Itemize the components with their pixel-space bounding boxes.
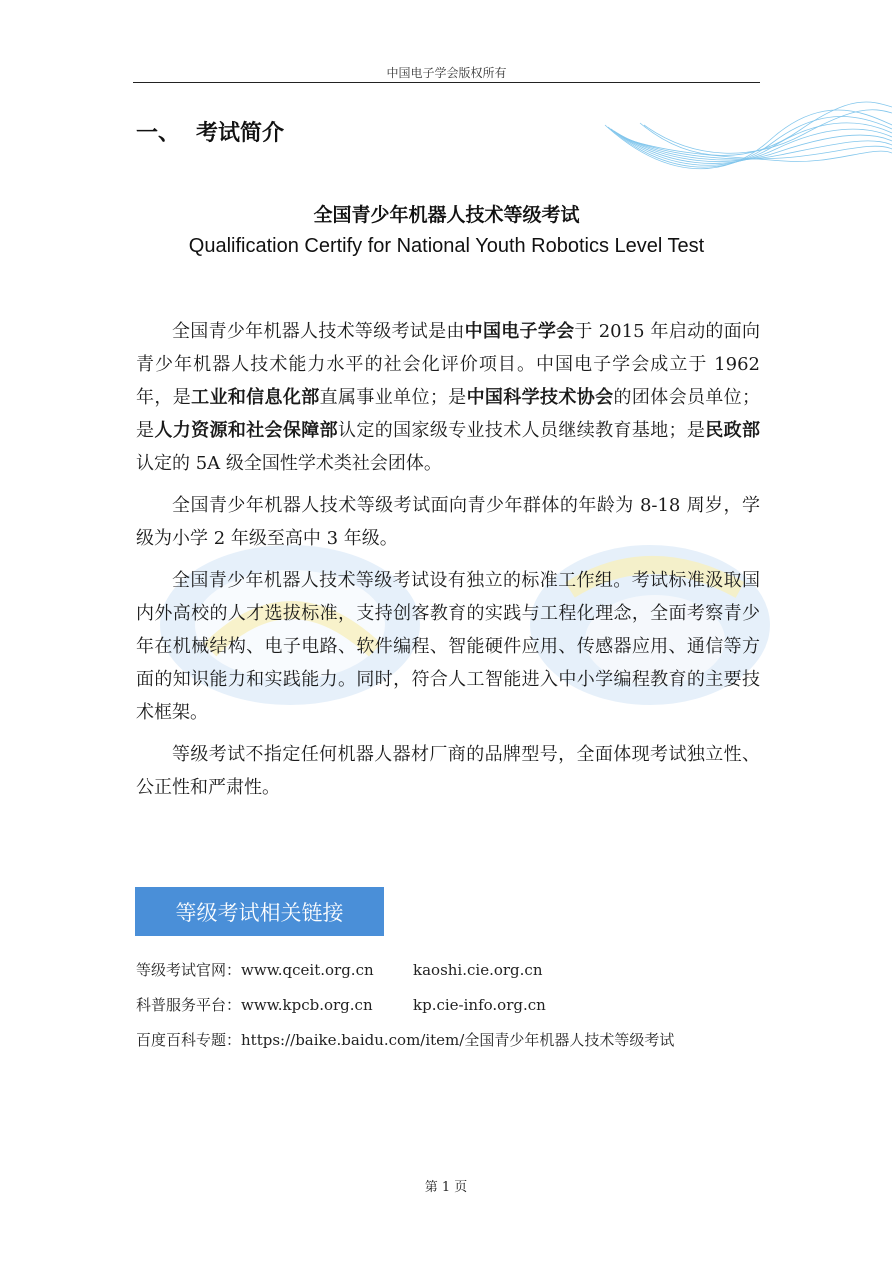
document-title-english: Qualification Certify for National Youth Robotics Level Test [188, 235, 705, 257]
link-row-baidu-baike [136, 1028, 796, 1063]
text-run: 认定的国家级专业技术人员继续教育基地；是 [338, 420, 706, 441]
text-run: 于 2015 年启动的面向青少年机器人技术能力水平的社会化评价项目。中国电子学会成立于 1962 年，是 [136, 321, 761, 408]
bold-org-name: 中国电子学会 [464, 321, 575, 342]
official-site-link[interactable]: www.qceit.org.cn [241, 961, 374, 979]
link-label: 百度百科专题： [136, 1031, 242, 1049]
science-platform-link[interactable]: www.kpcb.org.cn [241, 996, 373, 1014]
links-list [136, 958, 796, 1063]
paragraph-independence: 等级考试不指定任何机器人器材厂商的品牌型号，全面体现考试独立性、公正性和严肃性。 [136, 744, 760, 798]
page-header: 中国电子学会版权所有 [386, 66, 507, 80]
paragraph-age-range: 全国青少年机器人技术等级考试面向青少年群体的年龄为 8-18 周岁，学级为小学 2 年级至高中 3 年级。 [136, 495, 760, 549]
bold-org-name: 民政部 [705, 420, 761, 441]
section-heading [136, 116, 284, 147]
official-site-alt-link[interactable]: kaoshi.cie.org.cn [413, 961, 543, 979]
text-run: 全国青少年机器人技术等级考试是由 [172, 321, 465, 342]
page-number: 第 1 页 [424, 1180, 468, 1195]
text-run: 认定的 5A 级全国性学术类社会团体。 [136, 453, 442, 474]
text-run: 的团体会员单位；是 [136, 387, 761, 441]
header-divider [133, 82, 760, 83]
section-number: 一、 [136, 121, 181, 146]
decorative-wave-graphic [600, 95, 892, 195]
links-section-banner: 等级考试相关链接 [135, 887, 384, 936]
document-title-chinese: 全国青少年机器人技术等级考试 [313, 204, 580, 226]
section-title: 考试简介 [196, 121, 285, 146]
baidu-baike-link[interactable]: https://baike.baidu.com/item/全国青少年机器人技术等级考试 [241, 1031, 675, 1049]
text-run: 直属事业单位；是 [319, 387, 467, 408]
link-row-science-platform [136, 993, 796, 1028]
link-label: 科普服务平台： [136, 996, 242, 1014]
science-platform-alt-link[interactable]: kp.cie-info.org.cn [413, 996, 546, 1014]
link-row-official-site [136, 958, 796, 993]
bold-org-name: 工业和信息化部 [191, 387, 320, 408]
bold-org-name: 中国科学技术协会 [466, 387, 614, 408]
bold-org-name: 人力资源和社会保障部 [154, 420, 339, 441]
paragraph-standards: 全国青少年机器人技术等级考试设有独立的标准工作组。考试标准汲取国内外高校的人才选拔标准，支持创客教育的实践与工程化理念，全面考察青少年在机械结构、电子电路、软件编程、智能硬件应用、传感器应用、通信等方面的知识能力和实践能力。同时，符合人工智能进入中小学编程教育的主要技术框架。 [136, 570, 760, 723]
link-label: 等级考试官网： [136, 961, 242, 979]
body-content [136, 315, 760, 813]
paragraph-intro [136, 315, 760, 480]
